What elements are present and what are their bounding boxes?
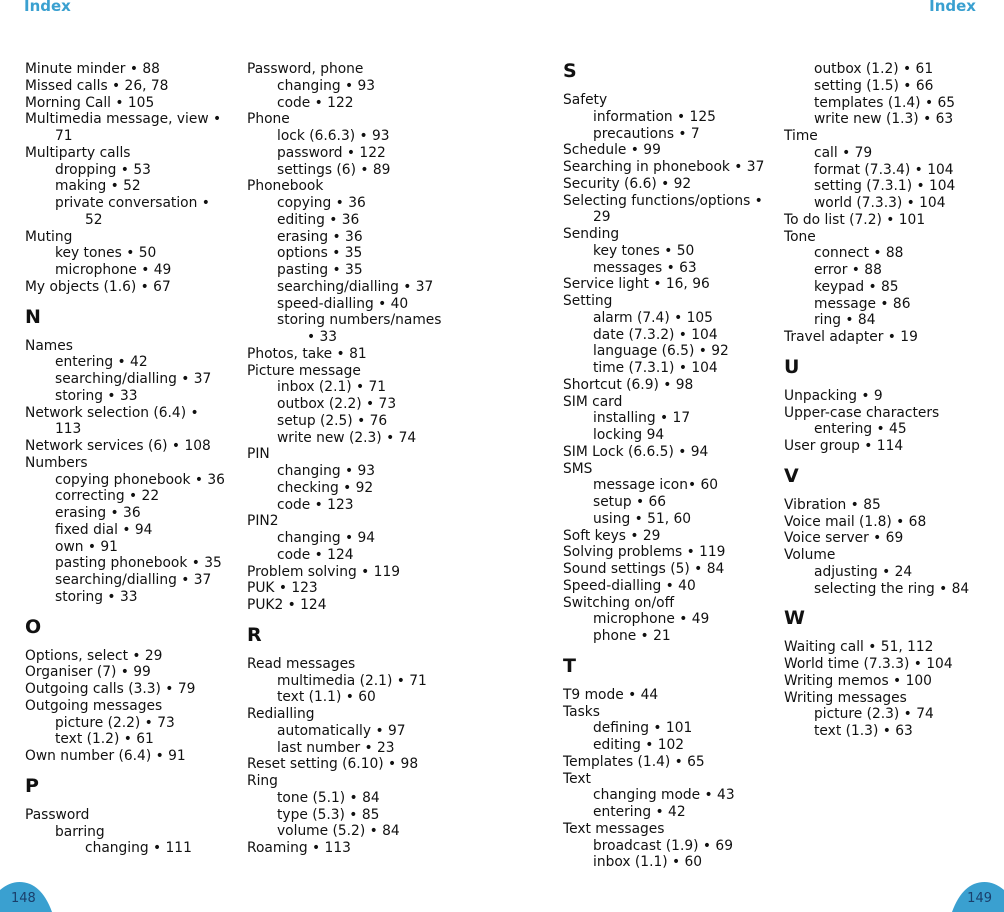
index-subentry: erasing • 36: [55, 505, 141, 521]
index-column-4: [784, 61, 994, 740]
index-subentry: picture (2.2) • 73: [55, 714, 175, 731]
index-subentry: erasing • 36: [277, 228, 363, 245]
index-subentry: 71: [55, 128, 73, 144]
index-entry: Shortcut (6.9) • 98: [563, 376, 694, 393]
index-entry: Roaming • 113: [247, 840, 351, 856]
index-subentry: error • 88: [814, 262, 882, 278]
index-subentry: language (6.5) • 92: [593, 343, 729, 360]
index-entry: Service light • 16, 96: [563, 276, 710, 293]
index-entry: Waiting call • 51, 112: [784, 639, 934, 656]
index-entry: Outgoing messages: [25, 697, 163, 714]
index-entry: Options, select • 29: [25, 647, 163, 664]
index-entry: Time: [784, 128, 818, 144]
index-entry: Switching on/off: [563, 594, 675, 611]
index-subentry: dropping • 53: [55, 161, 151, 178]
index-subentry: write new (1.3) • 63: [814, 111, 954, 128]
page-number-left: 148: [11, 891, 36, 906]
index-subentry: barring: [55, 823, 105, 840]
page-number-tab-left: [0, 878, 52, 912]
index-entry: T9 mode • 44: [563, 686, 659, 703]
index-entry: Searching in phonebook • 37: [563, 159, 765, 175]
index-subentry: editing • 102: [593, 737, 685, 753]
index-entry: Text messages: [563, 820, 665, 837]
index-subentry: messages • 63: [593, 259, 697, 276]
index-subentry: copying • 36: [277, 195, 366, 211]
index-subentry: locking 94: [593, 427, 665, 443]
index-entry: Own number (6.4) • 91: [25, 748, 186, 764]
index-subentry: message icon• 60: [593, 477, 719, 494]
index-entry: Volume: [784, 547, 836, 563]
index-subentry: call • 79: [814, 144, 873, 161]
index-entry: Voice server • 69: [784, 530, 904, 547]
index-entry: Picture message: [247, 362, 361, 379]
index-subentry: storing • 33: [55, 387, 138, 404]
index-column-3: [563, 61, 768, 871]
index-subentry: searching/dialling • 37: [277, 278, 434, 295]
index-entry: Phonebook: [247, 178, 324, 195]
index-subentry: phone • 21: [593, 628, 671, 644]
index-entry: Problem solving • 119: [247, 563, 400, 580]
index-subentry: defining • 101: [593, 720, 693, 737]
index-entry: Phone: [247, 111, 290, 128]
index-subentry: pasting phonebook • 35: [55, 555, 222, 572]
index-subentry: entering • 42: [55, 354, 148, 371]
index-entry: World time (7.3.3) • 104: [784, 656, 953, 672]
index-subentry: key tones • 50: [55, 245, 157, 262]
index-entry: User group • 114: [784, 438, 904, 454]
index-subentry: keypad • 85: [814, 278, 899, 295]
index-entry: Travel adapter • 19: [784, 329, 918, 345]
index-entry: Organiser (7) • 99: [25, 664, 151, 681]
index-entry: Vibration • 85: [784, 496, 881, 513]
index-subentry: setting (7.3.1) • 104: [814, 178, 956, 195]
index-entry: Tone: [784, 228, 816, 245]
index-subentry: code • 124: [277, 546, 354, 563]
index-subentry: entering • 45: [814, 421, 907, 438]
index-entry: SIM Lock (6.6.5) • 94: [563, 443, 709, 460]
index-entry: Missed calls • 26, 78: [25, 77, 169, 94]
index-subentry: editing • 36: [277, 211, 360, 228]
index-entry: Upper-case characters: [784, 404, 940, 421]
section-letter: R: [247, 623, 262, 646]
index-subentry: tone (5.1) • 84: [277, 789, 380, 806]
index-entry: Minute minder • 88: [25, 61, 160, 77]
index-entry: Outgoing calls (3.3) • 79: [25, 681, 196, 697]
index-subentry: 52: [85, 211, 103, 228]
page-number-tab-right: [952, 878, 1004, 912]
index-subentry: inbox (2.1) • 71: [277, 379, 387, 396]
index-subentry: text (1.3) • 63: [814, 723, 913, 739]
section-letter: V: [784, 464, 799, 487]
index-subentry: changing mode • 43: [593, 787, 735, 804]
index-entry: Redialling: [247, 706, 315, 722]
index-subentry: text (1.2) • 61: [55, 731, 154, 748]
index-subentry: adjusting • 24: [814, 563, 913, 580]
index-subentry: searching/dialling • 37: [55, 371, 212, 387]
index-entry: Network services (6) • 108: [25, 438, 211, 454]
index-subentry: private conversation •: [55, 195, 210, 211]
index-subentry: automatically • 97: [277, 722, 406, 739]
index-entry: Safety: [563, 92, 608, 108]
index-entry: Morning Call • 105: [25, 94, 155, 111]
section-letter: P: [25, 774, 39, 797]
index-subentry: message • 86: [814, 295, 911, 312]
index-subentry: code • 123: [277, 496, 354, 513]
index-subentry: changing • 111: [85, 840, 192, 857]
index-subentry: ring • 84: [814, 312, 876, 329]
index-entry: Network selection (6.4) •: [25, 404, 199, 421]
index-entry: Unpacking • 9: [784, 387, 883, 404]
index-subentry: microphone • 49: [593, 611, 710, 628]
index-entry: Writing messages: [784, 689, 907, 706]
index-subentry: searching/dialling • 37: [55, 572, 212, 588]
index-subentry: precautions • 7: [593, 125, 700, 142]
index-entry: Multiparty calls: [25, 144, 131, 161]
index-entry: Muting: [25, 228, 73, 245]
index-subentry: own • 91: [55, 538, 118, 555]
index-subentry: fixed dial • 94: [55, 521, 153, 538]
index-subentry: using • 51, 60: [593, 510, 692, 527]
index-subentry: changing • 93: [277, 463, 376, 479]
index-entry: Templates (1.4) • 65: [563, 753, 705, 770]
index-subentry: multimedia (2.1) • 71: [277, 672, 427, 689]
index-entry: SMS: [563, 460, 593, 477]
index-entry: Multimedia message, view •: [25, 111, 222, 128]
index-entry: Sending: [563, 226, 620, 242]
index-entry: Ring: [247, 773, 278, 789]
index-column-1: [25, 61, 230, 857]
index-subentry: speed-dialling • 40: [277, 295, 409, 312]
section-letter: O: [25, 615, 42, 638]
index-subentry: selecting the ring • 84: [814, 580, 970, 597]
index-subentry: setting (1.5) • 66: [814, 77, 934, 94]
index-entry: Names: [25, 337, 73, 354]
index-subentry: connect • 88: [814, 245, 904, 262]
section-letter: T: [563, 654, 576, 677]
page-number-right: 149: [967, 891, 992, 906]
index-entry: My objects (1.6) • 67: [25, 278, 171, 295]
index-entry: PUK2 • 124: [247, 597, 327, 613]
index-column-2: [247, 61, 457, 857]
index-subentry: outbox (2.2) • 73: [277, 396, 397, 412]
index-subentry: pasting • 35: [277, 262, 363, 278]
index-entry: Sound settings (5) • 84: [563, 561, 725, 577]
section-letter: N: [25, 305, 41, 328]
index-entry: Selecting functions/options •: [563, 192, 763, 209]
index-entry: PIN: [247, 446, 270, 463]
section-letter: S: [563, 60, 577, 82]
index-entry: Numbers: [25, 454, 88, 471]
index-subentry: time (7.3.1) • 104: [593, 360, 718, 376]
index-entry: Speed-dialling • 40: [563, 577, 696, 594]
index-entry: Tasks: [563, 703, 600, 720]
index-subentry: inbox (1.1) • 60: [593, 854, 703, 871]
index-subentry: broadcast (1.9) • 69: [593, 837, 733, 854]
index-entry: Photos, take • 81: [247, 345, 367, 362]
index-subentry: settings (6) • 89: [277, 161, 391, 178]
index-entry: Solving problems • 119: [563, 544, 726, 561]
index-subentry: microphone • 49: [55, 262, 172, 278]
index-subentry: code • 122: [277, 94, 354, 111]
index-entry: Read messages: [247, 655, 356, 672]
page-header-right: Index: [929, 0, 976, 15]
index-entry: Setting: [563, 293, 613, 309]
index-subentry: write new (2.3) • 74: [277, 429, 417, 446]
index-entry: Soft keys • 29: [563, 527, 661, 544]
index-subentry: changing • 93: [277, 77, 376, 94]
section-letter: W: [784, 607, 805, 630]
index-subentry: date (7.3.2) • 104: [593, 326, 718, 343]
index-subentry: templates (1.4) • 65: [814, 94, 956, 111]
section-letter: U: [784, 355, 800, 378]
index-subentry: text (1.1) • 60: [277, 689, 376, 706]
index-subentry: last number • 23: [277, 739, 395, 756]
index-subentry: setup (2.5) • 76: [277, 412, 388, 429]
index-entry: Text: [563, 770, 591, 787]
index-subentry: 29: [593, 209, 611, 226]
index-entry: PIN2: [247, 513, 279, 530]
index-subentry: type (5.3) • 85: [277, 806, 380, 823]
index-subentry: password • 122: [277, 144, 386, 161]
index-subentry: world (7.3.3) • 104: [814, 195, 946, 211]
index-subentry: 113: [55, 421, 82, 438]
index-subentry: volume (5.2) • 84: [277, 823, 400, 840]
index-subentry: setup • 66: [593, 494, 667, 510]
index-subentry: outbox (1.2) • 61: [814, 61, 934, 77]
page-header-left: Index: [24, 0, 71, 15]
index-subentry: key tones • 50: [593, 242, 695, 259]
index-subentry: changing • 94: [277, 530, 376, 546]
index-subentry: entering • 42: [593, 804, 686, 820]
index-subentry: picture (2.3) • 74: [814, 706, 934, 723]
index-subentry: options • 35: [277, 245, 363, 262]
index-subentry: • 33: [307, 329, 338, 345]
index-subentry: checking • 92: [277, 479, 374, 496]
index-subentry: making • 52: [55, 178, 141, 195]
index-subentry: information • 125: [593, 108, 716, 125]
index-entry: Schedule • 99: [563, 142, 661, 159]
index-entry: SIM card: [563, 393, 623, 410]
index-subentry: lock (6.6.3) • 93: [277, 128, 390, 144]
index-entry: Writing memos • 100: [784, 672, 932, 689]
index-subentry: correcting • 22: [55, 488, 160, 505]
index-subentry: format (7.3.4) • 104: [814, 161, 954, 178]
index-subentry: copying phonebook • 36: [55, 471, 225, 488]
index-entry: Security (6.6) • 92: [563, 175, 692, 192]
index-subentry: storing numbers/names: [277, 312, 442, 329]
index-subentry: storing • 33: [55, 588, 138, 605]
index-entry: Voice mail (1.8) • 68: [784, 513, 927, 530]
index-subentry: installing • 17: [593, 410, 691, 427]
index-entry: Password: [25, 806, 90, 823]
index-entry: Reset setting (6.10) • 98: [247, 756, 419, 773]
index-subentry: alarm (7.4) • 105: [593, 309, 713, 326]
index-entry: Password, phone: [247, 61, 364, 77]
index-entry: To do list (7.2) • 101: [784, 211, 926, 228]
index-entry: PUK • 123: [247, 580, 318, 597]
